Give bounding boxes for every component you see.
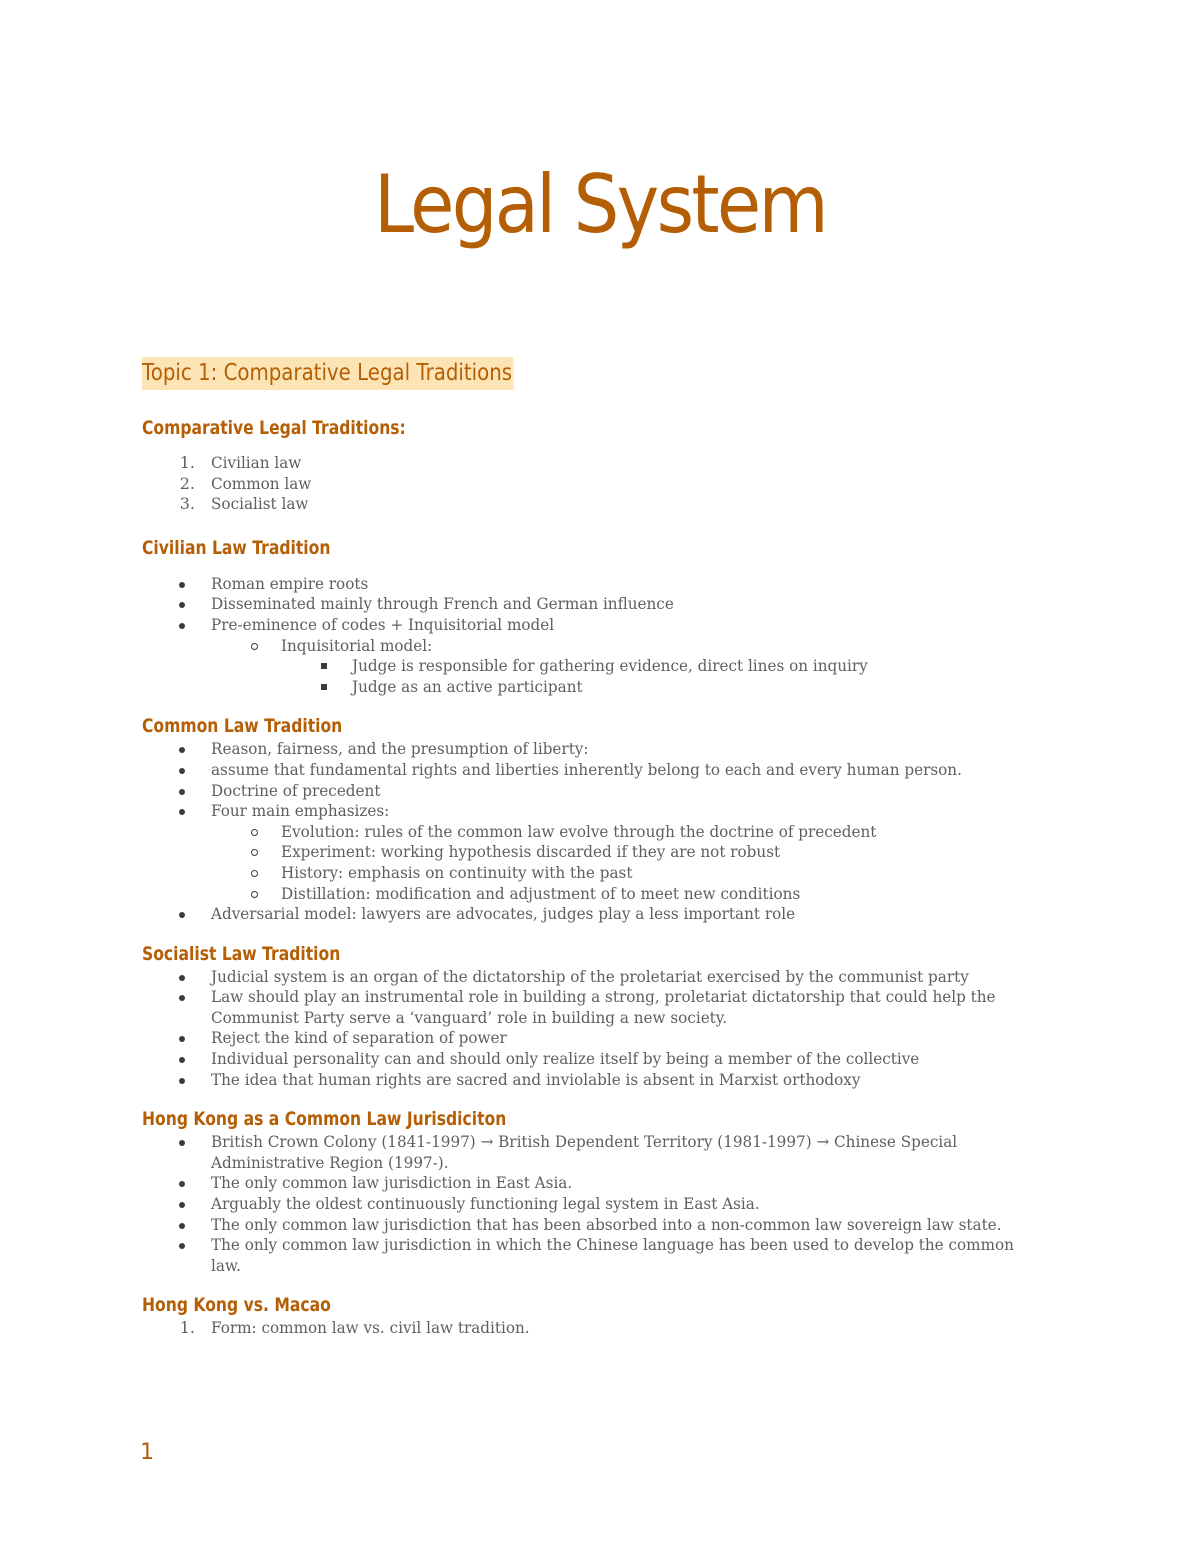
list-item: Arguably the oldest continuously functioning legal system in East Asia. [142,1194,1062,1215]
bullet-icon [179,1036,185,1042]
bullet-icon [179,789,185,795]
section-common-law [142,713,1062,924]
circle-bullet-icon [251,891,258,898]
square-bullet-icon [321,663,327,669]
list-item: Evolution: rules of the common law evolve through the doctrine of precedent [142,822,1062,843]
bullet-icon [179,1140,185,1146]
list-item: Individual personality can and should only realize itself by being a member of the collective [142,1049,1062,1070]
bullet-list [142,1132,1062,1276]
bullet-list [142,967,1062,1091]
bullet-list [142,739,1062,924]
bullet-icon [179,1243,185,1249]
bullet-list [142,574,1062,698]
list-item: The only common law jurisdiction in which the Chinese language has been used to develop the common law. [142,1235,1062,1276]
list-item: Judge is responsible for gathering evidence, direct lines on inquiry [142,656,1062,677]
bullet-icon [179,623,185,629]
list-item: Experiment: working hypothesis discarded if they are not robust [142,842,1062,863]
bullet-icon [179,1057,185,1063]
bullet-icon [179,602,185,608]
list-item: Four main emphasizes: [142,801,1062,822]
section-comparative-traditions [142,415,1062,515]
bullet-icon [179,975,185,981]
circle-bullet-icon [251,643,258,650]
bullet-icon [179,1181,185,1187]
section-socialist-law [142,941,1062,1091]
list-item: Distillation: modification and adjustment of to meet new conditions [142,884,1062,905]
list-item: The idea that human rights are sacred and inviolable is absent in Marxist orthodoxy [142,1070,1062,1091]
square-bullet-icon [321,684,327,690]
list-item: Judicial system is an organ of the dictatorship of the proletariat exercised by the communist party [142,967,1062,988]
section-civilian-law [142,535,1062,698]
bullet-icon [179,582,185,588]
section-heading: Common Law Tradition [142,715,343,738]
list-item: assume that fundamental rights and liberties inherently belong to each and every human person. [142,760,1062,781]
list-item: The only common law jurisdiction in East Asia. [142,1173,1062,1194]
bullet-icon [179,747,185,753]
list-item: The only common law jurisdiction that has been absorbed into a non-common law sovereign law state. [142,1215,1062,1236]
list-item: Doctrine of precedent [142,781,1062,802]
topic-heading: Topic 1: Comparative Legal Traditions [142,357,514,390]
list-item: 2. Common law [179,473,312,493]
list-item: Judge as an active participant [142,677,1062,698]
list-item: Roman empire roots [142,574,1062,595]
circle-bullet-icon [251,870,258,877]
bullet-icon [179,809,185,815]
circle-bullet-icon [251,829,258,836]
section-heading: Socialist Law Tradition [142,942,341,965]
list-item: Law should play an instrumental role in building a strong, proletariat dictatorship that could help the Communist Party serve a ‘vanguard’ role in building a new society. [142,987,1062,1028]
bullet-icon [179,995,185,1001]
page-number: 1 [140,1440,154,1465]
list-item: 1. Civilian law [179,453,302,472]
list-item: British Crown Colony (1841-1997) → British Dependent Territory (1981-1997) → Chinese Special Administrative Region (1997-). [142,1132,1062,1173]
list-item: History: emphasis on continuity with the past [142,863,1062,884]
document-content [142,357,1062,1339]
numbered-list [142,1318,1062,1339]
bullet-icon [179,912,185,918]
section-heading: Hong Kong as a Common Law Jurisdiciton [142,1108,507,1131]
section-heading: Hong Kong vs. Macao [142,1294,331,1317]
list-item: Disseminated mainly through French and German influence [142,594,1062,615]
list-item: Adversarial model: lawyers are advocates, judges play a less important role [142,904,1062,925]
list-item: Inquisitorial model: [142,636,1062,657]
section-heading: Comparative Legal Traditions: [142,417,406,439]
section-hong-kong-vs-macao [142,1292,1062,1339]
section-hong-kong-jurisdiction [142,1106,1062,1276]
list-item: Reason, fairness, and the presumption of liberty: [142,739,1062,760]
document-title: Legal System [374,158,826,251]
bullet-icon [179,768,185,774]
list-item: 1. Form: common law vs. civil law tradition. [179,1318,530,1338]
list-item: Reject the kind of separation of power [142,1028,1062,1049]
bullet-icon [179,1202,185,1208]
list-item: Pre-eminence of codes + Inquisitorial model [142,615,1062,636]
list-item: 3. Socialist law [179,494,309,514]
numbered-list [142,453,1062,515]
bullet-icon [179,1078,185,1084]
circle-bullet-icon [251,849,258,856]
section-heading: Civilian Law Tradition [142,536,331,559]
bullet-icon [179,1223,185,1229]
